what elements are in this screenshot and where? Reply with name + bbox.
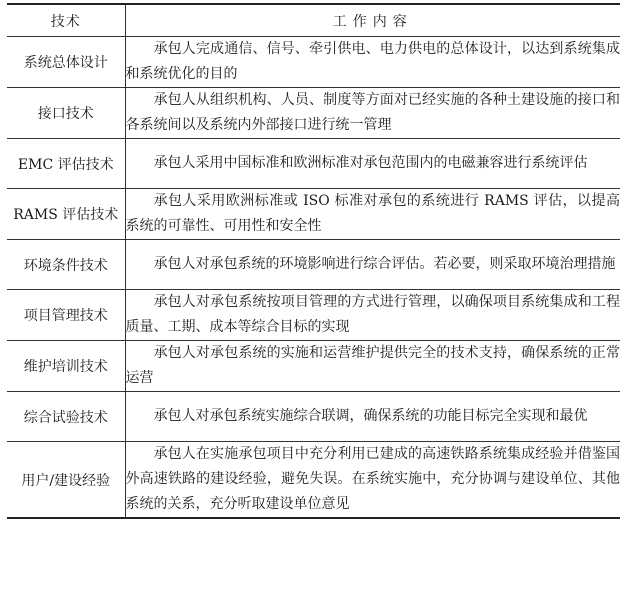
technology-cell: 项目管理技术 [7,290,125,341]
technology-cell: 系统总体设计 [7,37,125,88]
technology-cell: EMC 评估技术 [7,139,125,189]
technology-cell: 用户/建设经验 [7,442,125,519]
content-cell: 承包人对承包系统按项目管理的方式进行管理，以确保项目系统集成和工程质量、工期、成本等综合目标的实现 [125,290,620,341]
table-row [7,240,620,290]
table-row [7,189,620,240]
technology-cell: RAMS 评估技术 [7,189,125,240]
table-row [7,139,620,189]
table-header-row [7,4,620,37]
technology-cell: 综合试验技术 [7,392,125,442]
content-cell: 承包人采用欧洲标准或 ISO 标准对承包的系统进行 RAMS 评估，以提高系统的可靠性、可用性和安全性 [125,189,620,240]
table-row [7,290,620,341]
content-cell: 承包人对承包系统实施综合联调，确保系统的功能目标完全实现和最优 [125,392,620,442]
technology-cell: 接口技术 [7,88,125,139]
header-technology: 技术 [7,4,125,37]
table-row [7,88,620,139]
table-row [7,341,620,392]
table-row [7,37,620,88]
content-cell: 承包人对承包系统的实施和运营维护提供完全的技术支持，确保系统的正常运营 [125,341,620,392]
content-cell: 承包人从组织机构、人员、制度等方面对已经实施的各种土建设施的接口和各系统间以及系统内外部接口进行统一管理 [125,88,620,139]
technology-work-table [7,3,620,519]
content-cell: 承包人采用中国标准和欧洲标准对承包范围内的电磁兼容进行系统评估 [125,139,620,189]
content-cell: 承包人完成通信、信号、牵引供电、电力供电的总体设计，以达到系统集成和系统优化的目的 [125,37,620,88]
table-row [7,392,620,442]
table-row [7,442,620,519]
header-work-content: 工作内容 [125,4,620,37]
content-cell: 承包人对承包系统的环境影响进行综合评估。若必要，则采取环境治理措施 [125,240,620,290]
content-cell: 承包人在实施承包项目中充分利用已建成的高速铁路系统集成经验并借鉴国外高速铁路的建设经验，避免失误。在系统实施中，充分协调与建设单位、其他系统的关系，充分听取建设单位意见 [125,442,620,519]
technology-cell: 环境条件技术 [7,240,125,290]
technology-cell: 维护培训技术 [7,341,125,392]
